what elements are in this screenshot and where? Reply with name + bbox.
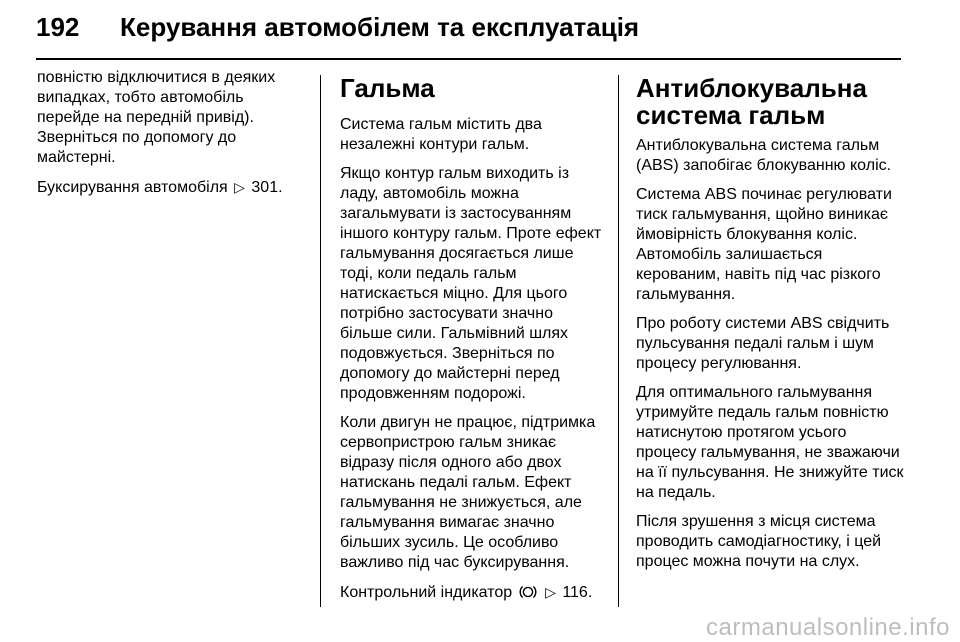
column-right (636, 68, 906, 581)
paragraph-abs-3: Про роботу системи ABS свідчить пульсування педалі гальм і шум процесу регулювання. (636, 315, 890, 372)
page-reference-link[interactable]: 116. (562, 584, 593, 601)
paragraph-brakes-2: Якщо контур гальм виходить із ладу, автомобіль можна загальмувати із застосуванням іншого контуру гальм. Проте ефект гальмування досягається лише тоді, коли педаль гальм натискається міцно. Для цього потрібно застосувати значно більше сили. Гальмівний шлях подовжується. Зверніться по допомогу до майстерні перед продовженням подорожі. (340, 165, 602, 402)
page-reference-link[interactable]: 301. (251, 179, 283, 196)
paragraph-abs-5: Після зрушення з місця система проводить самодіагностику, і цей процес можна почути на слух. (636, 513, 882, 570)
paragraph-abs-4: Для оптимального гальмування утримуйте педаль гальм повністю натиснутою протягом усього процесу гальмування, не зважаючи на її пульсування. Не знижуйте тиск на педаль. (636, 384, 904, 501)
column-divider-right (618, 75, 619, 607)
brake-warning-indicator-icon (519, 584, 537, 606)
section-heading-abs: Антиблокувальна система гальм (636, 73, 867, 130)
chapter-title: Керування автомобілем та експлуатація (120, 12, 640, 42)
column-middle (340, 68, 610, 615)
triangle-right-outline-icon: ▷ (234, 179, 245, 195)
column-left (37, 68, 307, 207)
section-heading-brakes: Гальма (340, 73, 435, 103)
paragraph-abs-2: Система ABS починає регулювати тиск гальмування, щойно виникає ймовірність блокування коліс. Автомобіль залишається керованим, навіть під час різкого гальмування. (636, 186, 892, 303)
paragraph-indicator-reference: Контрольний індикатор ▷ 116. (340, 582, 610, 606)
paragraph-towing-reference: Буксирування автомобіля ▷ 301. (37, 179, 283, 196)
paragraph-continuation: повністю відключитися в деяких випадках, тобто автомобіль перейде на передній привід). Зверніться по допомогу до майстерні. (37, 69, 276, 166)
paragraph-brakes-1: Система гальм містить два незалежні контури гальм. (340, 116, 542, 153)
column-divider-left (320, 75, 321, 607)
watermark: carmanualsonline.info (706, 614, 950, 641)
page-header (0, 0, 960, 62)
paragraph-brakes-3: Коли двигун не працює, підтримка сервопристрою гальм зникає відразу після одного або двох натискань педалі гальм. Ефект гальмування не знижується, але гальмування вимагає значно більших зусиль. Це особливо важливо під час буксирування. (340, 414, 596, 571)
page-number: 192 (36, 12, 80, 42)
header-rule (36, 58, 901, 60)
paragraph-abs-1: Антиблокувальна система гальм (ABS) запобігає блокуванню коліс. (636, 137, 892, 174)
triangle-right-outline-icon: ▷ (545, 584, 556, 600)
